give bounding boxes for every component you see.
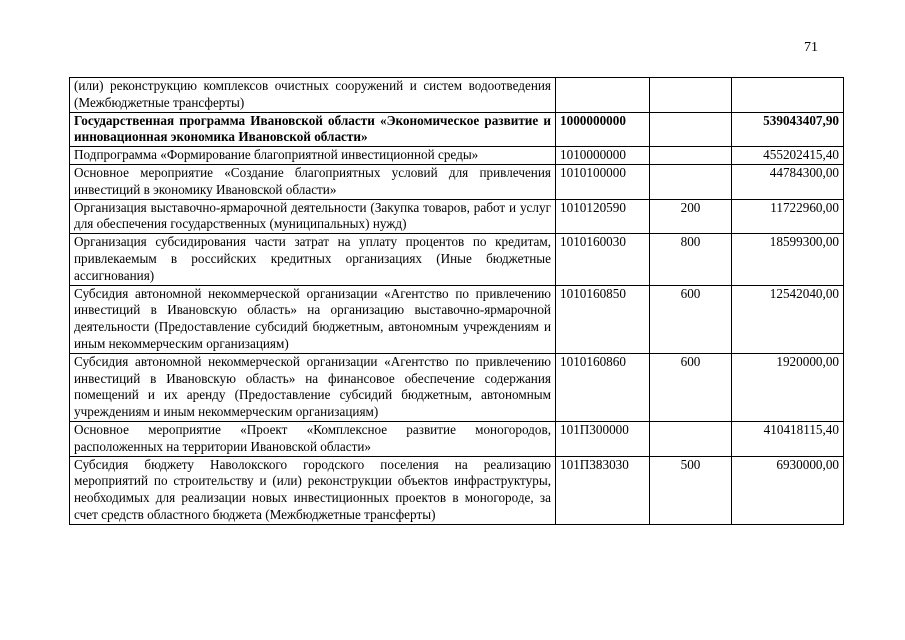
row-name: Субсидия автономной некоммерческой организации «Агентство по привлечению инвестиций в Ивановскую область» на финансовое обеспечение содержания помещений и их аренду (Предоставление субсидий бюджетным, автономным учреждениям и иным некоммерческим организациям) <box>70 353 556 421</box>
row-name: Организация выставочно-ярмарочной деятельности (Закупка товаров, работ и услуг для обеспечения государственных (муниципальных) нужд) <box>70 199 556 234</box>
table-row <box>70 199 844 234</box>
row-expense-type <box>650 164 732 199</box>
budget-table-body <box>70 78 844 525</box>
row-name: Субсидия бюджету Наволокского городского поселения на реализацию мероприятий по строительству и (или) реконструкции объектов инфраструктуры, необходимых для реализации новых инвестиционных проектов в моногороде, за счет средств областного бюджета (Межбюджетные трансферты) <box>70 456 556 524</box>
row-amount: 410418115,40 <box>732 421 844 456</box>
row-name: (или) реконструкцию комплексов очистных сооружений и систем водоотведения (Межбюджетные трансферты) <box>70 78 556 113</box>
row-amount <box>732 78 844 113</box>
row-target-code <box>556 78 650 113</box>
row-expense-type <box>650 147 732 165</box>
table-row <box>70 78 844 113</box>
row-amount: 18599300,00 <box>732 234 844 285</box>
row-name: Подпрограмма «Формирование благоприятной инвестиционной среды» <box>70 147 556 165</box>
row-amount: 6930000,00 <box>732 456 844 524</box>
row-target-code: 1010100000 <box>556 164 650 199</box>
row-name: Государственная программа Ивановской области «Экономическое развитие и инновационная экономика Ивановской области» <box>70 112 556 147</box>
row-name: Основное мероприятие «Проект «Комплексное развитие моногородов, расположенных на территории Ивановской области» <box>70 421 556 456</box>
table-row <box>70 234 844 285</box>
row-expense-type: 600 <box>650 353 732 421</box>
table-row <box>70 353 844 421</box>
row-expense-type <box>650 112 732 147</box>
table-row <box>70 421 844 456</box>
row-target-code: 1010000000 <box>556 147 650 165</box>
row-target-code: 1010160030 <box>556 234 650 285</box>
row-name: Субсидия автономной некоммерческой организации «Агентство по привлечению инвестиций в Ивановскую область» на организацию выставочно-ярмарочной деятельности (Предоставление субсидий бюджетным, автономным учреждениям и иным некоммерческим организациям) <box>70 285 556 353</box>
table-row <box>70 112 844 147</box>
row-amount: 11722960,00 <box>732 199 844 234</box>
row-amount: 1920000,00 <box>732 353 844 421</box>
row-name: Основное мероприятие «Создание благоприятных условий для привлечения инвестиций в экономику Ивановской области» <box>70 164 556 199</box>
table-row <box>70 285 844 353</box>
row-expense-type: 200 <box>650 199 732 234</box>
row-target-code: 1010160860 <box>556 353 650 421</box>
row-amount: 455202415,40 <box>732 147 844 165</box>
row-expense-type: 500 <box>650 456 732 524</box>
table-row <box>70 456 844 524</box>
row-amount: 44784300,00 <box>732 164 844 199</box>
page-number: 71 <box>804 40 818 55</box>
row-expense-type: 800 <box>650 234 732 285</box>
table-row <box>70 164 844 199</box>
row-amount: 539043407,90 <box>732 112 844 147</box>
row-target-code: 101П300000 <box>556 421 650 456</box>
row-expense-type: 600 <box>650 285 732 353</box>
row-target-code: 1000000000 <box>556 112 650 147</box>
row-expense-type <box>650 421 732 456</box>
row-amount: 12542040,00 <box>732 285 844 353</box>
row-target-code: 101П383030 <box>556 456 650 524</box>
budget-table <box>69 77 844 525</box>
row-target-code: 1010160850 <box>556 285 650 353</box>
row-target-code: 1010120590 <box>556 199 650 234</box>
row-expense-type <box>650 78 732 113</box>
table-row <box>70 147 844 165</box>
row-name: Организация субсидирования части затрат на уплату процентов по кредитам, привлекаемым в российских кредитных организациях (Иные бюджетные ассигнования) <box>70 234 556 285</box>
